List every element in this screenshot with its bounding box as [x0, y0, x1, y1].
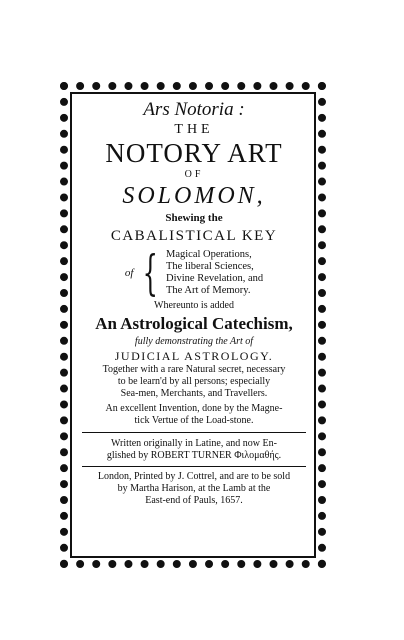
written-line: glished by ROBERT TURNER Φιλομαθής. [106, 450, 282, 461]
title-page [78, 96, 310, 560]
title-solomon: SOLOMON, [122, 183, 266, 209]
title-the: THE [174, 122, 214, 137]
together-line: Together with a rare Natural secret, necessary [102, 364, 286, 375]
curly-brace-icon: { [143, 245, 159, 301]
together-line: to be learn'd by all persons; especially [117, 376, 271, 387]
brace-item: Divine Revelation, and [166, 273, 264, 284]
divider [82, 432, 306, 433]
together-line: Sea-men, Merchants, and Travellers. [120, 388, 268, 399]
shewing-the: Shewing the [165, 212, 223, 224]
imprint-line: London, Printed by J. Cottrel, and are to be sold [97, 471, 291, 482]
brace-item: Magical Operations, [166, 249, 252, 260]
imprint-line: East-end of Pauls, 1657. [145, 495, 243, 506]
title-ars-notoria: Ars Notoria : [143, 99, 245, 120]
cabalistical-key: CABALISTICAL KEY [110, 228, 278, 244]
brace-block [78, 245, 310, 301]
divider [82, 466, 306, 467]
brace-of-label: of [124, 267, 134, 279]
fully-demonstrating: fully demonstrating the Art of [134, 336, 254, 347]
brace-list [166, 249, 263, 297]
invention-line: An excellent Invention, done by the Magne- [105, 403, 283, 414]
judicial-astrology: JUDICIAL ASTROLOGY. [114, 349, 274, 363]
astrological-catechism: An Astrological Catechism, [95, 314, 293, 333]
main-title: NOTORY ART [105, 138, 283, 168]
title-of: OF [184, 169, 204, 180]
imprint-line: by Martha Harison, at the Lamb at the [117, 483, 271, 494]
written-line: Written originally in Latine, and now En- [111, 438, 277, 449]
brace-item: The liberal Sciences, [166, 261, 254, 272]
invention-line: tick Vertue of the Load-stone. [134, 415, 254, 426]
brace-item: The Art of Memory. [166, 285, 251, 296]
whereunto-added: Whereunto is added [154, 300, 234, 311]
